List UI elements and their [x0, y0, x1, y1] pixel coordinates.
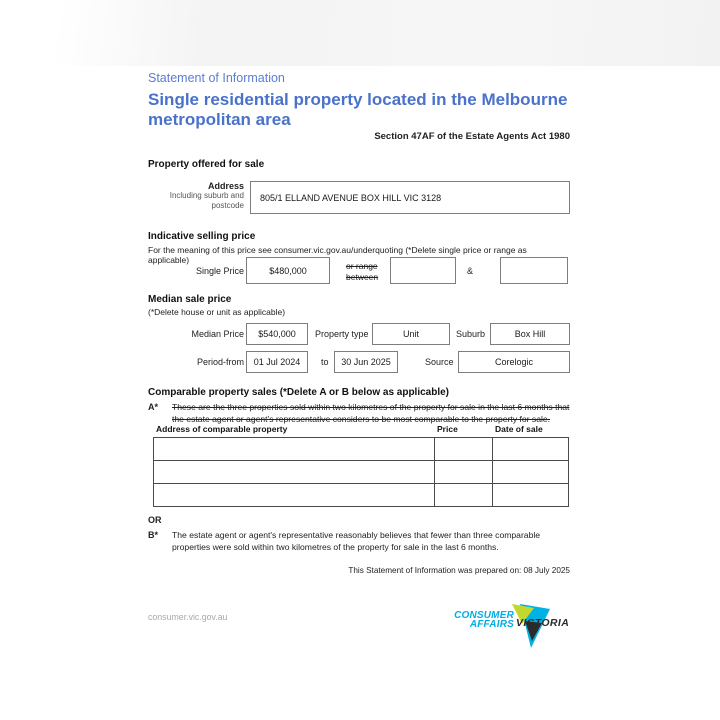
option-a-label: A* — [148, 402, 159, 412]
doc-eyebrow: Statement of Information — [148, 71, 285, 85]
median-price-label: Median Price — [191, 329, 244, 339]
range-to-field — [500, 257, 568, 284]
address-field — [250, 181, 570, 214]
suburb-value: Box Hill — [514, 329, 546, 339]
option-a-text: These are the three properties sold within two kilometres of the property for sale in the last 6 months that the estate agent or agent's representative considers to be most comparable to the property for sale. — [172, 402, 570, 425]
indicative-section-heading: Indicative selling price — [148, 231, 256, 242]
page-title: Single residential property located in the Melbourne metropolitan area — [148, 90, 568, 130]
logo-wordmark — [454, 611, 514, 629]
address-label-block — [148, 181, 244, 210]
table-cell — [154, 438, 435, 461]
table-cell — [493, 461, 569, 484]
source-field — [458, 351, 570, 373]
table-cell — [154, 461, 435, 484]
footer-website: consumer.vic.gov.au — [148, 612, 228, 622]
or-label: OR — [148, 515, 162, 525]
option-b-text: The estate agent or agent's representative reasonably believes that fewer than three comparable properties were sold within two kilometres of the property for sale in the last 6 months. — [172, 530, 541, 553]
table-cell — [435, 461, 493, 484]
period-to-field — [334, 351, 398, 373]
address-value: 805/1 ELLAND AVENUE BOX HILL VIC 3128 — [260, 192, 442, 203]
period-from-label: Period-from — [196, 357, 244, 367]
property-type-value: Unit — [402, 329, 419, 339]
range-from-field — [390, 257, 456, 284]
table-cell — [435, 484, 493, 507]
table-cell — [493, 438, 569, 461]
table-cell — [493, 484, 569, 507]
property-type-field — [372, 323, 450, 345]
median-note: (*Delete house or unit as applicable) — [148, 307, 286, 317]
period-to-label: to — [321, 357, 329, 367]
or-range-label: or range between — [346, 261, 379, 282]
address-sublabel: Including suburb and postcode — [169, 191, 244, 210]
suburb-field — [490, 323, 570, 345]
option-b-label: B* — [148, 530, 159, 540]
single-price-value: $480,000 — [269, 265, 307, 276]
consumer-affairs-victoria-logo — [452, 604, 574, 650]
act-section-reference: Section 47AF of the Estate Agents Act 1980 — [374, 131, 570, 142]
property-type-label: Property type — [315, 329, 369, 339]
indicative-note: For the meaning of this price see consumer.vic.gov.au/underquoting (*Delete single price or range as applicable) — [148, 245, 527, 265]
single-price-field — [246, 257, 330, 284]
period-from-value: 01 Jul 2024 — [253, 357, 301, 367]
property-section-heading: Property offered for sale — [148, 159, 265, 170]
logo-line-affairs: AFFAIRS — [469, 619, 514, 630]
period-from-field — [246, 351, 308, 373]
table-cell — [435, 438, 493, 461]
median-price-field — [246, 323, 308, 345]
source-value: Corelogic — [494, 357, 534, 367]
logo-line-consumer: CONSUMER — [454, 610, 514, 621]
table-header-price: Price — [437, 424, 458, 434]
source-label: Source — [425, 357, 454, 367]
table-header-address: Address of comparable property — [156, 424, 288, 434]
table-header-date: Date of sale — [495, 424, 543, 434]
suburb-label: Suburb — [456, 329, 486, 339]
ampersand-label: & — [467, 266, 474, 276]
comparable-sales-table — [153, 437, 569, 507]
table-cell — [154, 484, 435, 507]
period-to-value: 30 Jun 2025 — [341, 357, 391, 367]
comparable-section-heading: Comparable property sales (*Delete A or B below as applicable) — [148, 387, 450, 398]
scan-shadow — [0, 0, 720, 66]
prepared-date-line: This Statement of Information was prepared on: 08 July 2025 — [348, 566, 570, 575]
median-price-value: $540,000 — [258, 329, 296, 339]
single-price-label: Single Price — [195, 266, 244, 276]
median-section-heading: Median sale price — [148, 294, 232, 305]
logo-state-name: VICTORIA — [516, 617, 570, 629]
address-label: Address — [207, 181, 244, 191]
